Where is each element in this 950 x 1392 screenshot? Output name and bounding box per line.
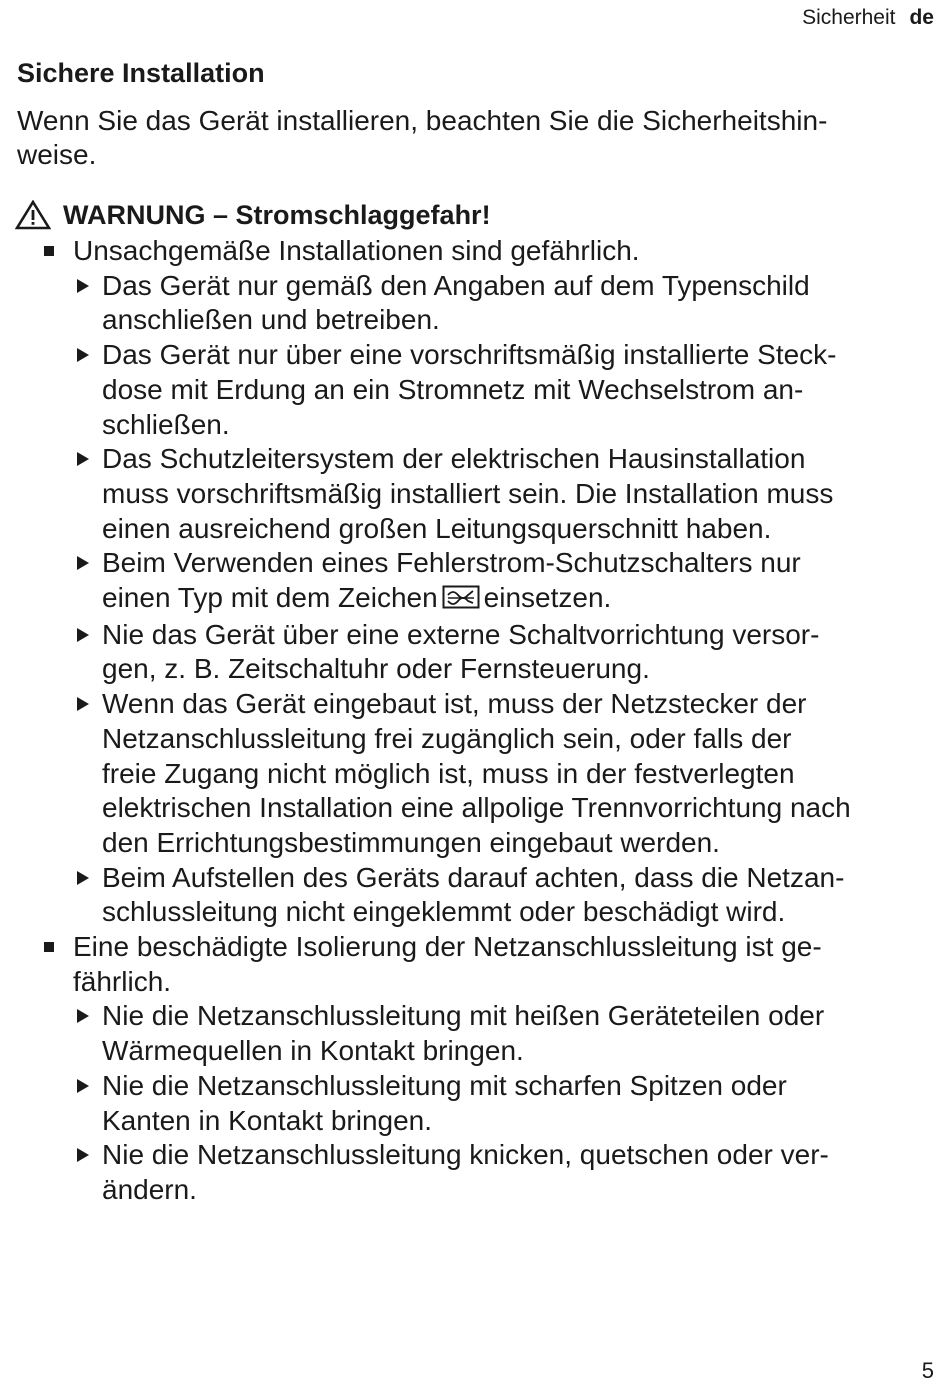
action-step [17, 687, 937, 861]
triangle-arrow-icon [77, 452, 89, 466]
action-step [17, 1069, 937, 1138]
page-number: 5 [921, 1358, 934, 1383]
warning-heading [17, 196, 937, 234]
action-step [17, 442, 937, 546]
action-text: Nie die Netzanschlussleitung mit scharfen Spitzen oder Kanten in Kontakt bringen. [102, 1069, 787, 1136]
action-text: Das Gerät nur gemäß den Angaben auf dem Typenschild anschließen und betreiben. [102, 269, 810, 336]
action-step [17, 1138, 937, 1207]
section-title: Sichere Installation [17, 58, 265, 88]
triangle-arrow-icon [77, 1009, 89, 1023]
triangle-arrow-icon [77, 871, 89, 885]
warning-triangle-icon [15, 200, 51, 230]
action-text: Das Gerät nur über eine vorschriftsmäßig installierte Steck- dose mit Erdung an ein Stromnetz mit Wechselstrom an- schließen. [102, 339, 837, 440]
triangle-arrow-icon [77, 1079, 89, 1093]
action-step [17, 546, 937, 617]
triangle-arrow-icon [77, 279, 89, 293]
triangle-arrow-icon [77, 556, 89, 570]
action-step [17, 999, 937, 1068]
action-step [17, 861, 937, 930]
safety-content [17, 196, 937, 1208]
rcd-symbol-icon [442, 583, 480, 618]
section-name: Sicherheit [802, 6, 896, 29]
running-header [802, 6, 934, 30]
action-text: Nie die Netzanschlussleitung knicken, quetschen oder ver- ändern. [102, 1139, 829, 1205]
triangle-arrow-icon [77, 1148, 89, 1162]
action-text: Beim Aufstellen des Geräts darauf achten, dass die Netzan- schlussleitung nicht eingeklemmt oder beschädigt wird. [102, 861, 845, 928]
action-text: Das Schutzleitersystem der elektrischen Hausinstallation muss vorschriftsmäßig installiert sein. Die Installation muss einen ausreichend großen Leitungsquerschnitt haben. [102, 443, 834, 544]
language-code: de [909, 6, 934, 29]
square-bullet-icon [44, 246, 54, 256]
intro-text: Wenn Sie das Gerät installieren, beachten Sie die Sicherheitshin- weise. [17, 105, 828, 170]
hazard-item [17, 930, 937, 999]
hazard-item [17, 234, 937, 269]
action-step [17, 618, 937, 687]
hazard-text: Unsachgemäße Installationen sind gefährlich. [73, 235, 640, 266]
square-bullet-icon [44, 942, 54, 952]
action-text: Wenn das Gerät eingebaut ist, muss der Netzstecker der Netzanschlussleitung frei zugänglich sein, oder falls der freie Zugang nicht möglich ist, muss in der festverlegten elektrischen Installation eine allpolige Trennvorrichtung nach den Errichtungsbestimmungen eingebaut werden. [102, 688, 851, 858]
hazard-text: Eine beschädigte Isolierung der Netzanschlussleitung ist ge- fährlich. [73, 931, 822, 997]
triangle-arrow-icon [77, 628, 89, 642]
action-text: Nie das Gerät über eine externe Schaltvorrichtung versor- gen, z. B. Zeitschaltuhr oder Fernsteuerung. [102, 618, 820, 685]
triangle-arrow-icon [77, 697, 89, 711]
triangle-arrow-icon [77, 348, 89, 362]
action-step [17, 338, 937, 442]
action-text: Nie die Netzanschlussleitung mit heißen Geräteteilen oder Wärmequellen in Kontakt bringen. [102, 1000, 825, 1067]
warning-label: WARNUNG – Stromschlaggefahr! [63, 199, 491, 230]
action-text: Beim Verwenden eines Fehlerstrom-Schutzschalters nur einen Typ mit dem Zeichen [102, 547, 801, 614]
intro-paragraph [17, 104, 932, 172]
hazard-list [17, 234, 937, 1208]
action-step [17, 269, 937, 338]
action-text-end: einsetzen. [483, 582, 612, 614]
